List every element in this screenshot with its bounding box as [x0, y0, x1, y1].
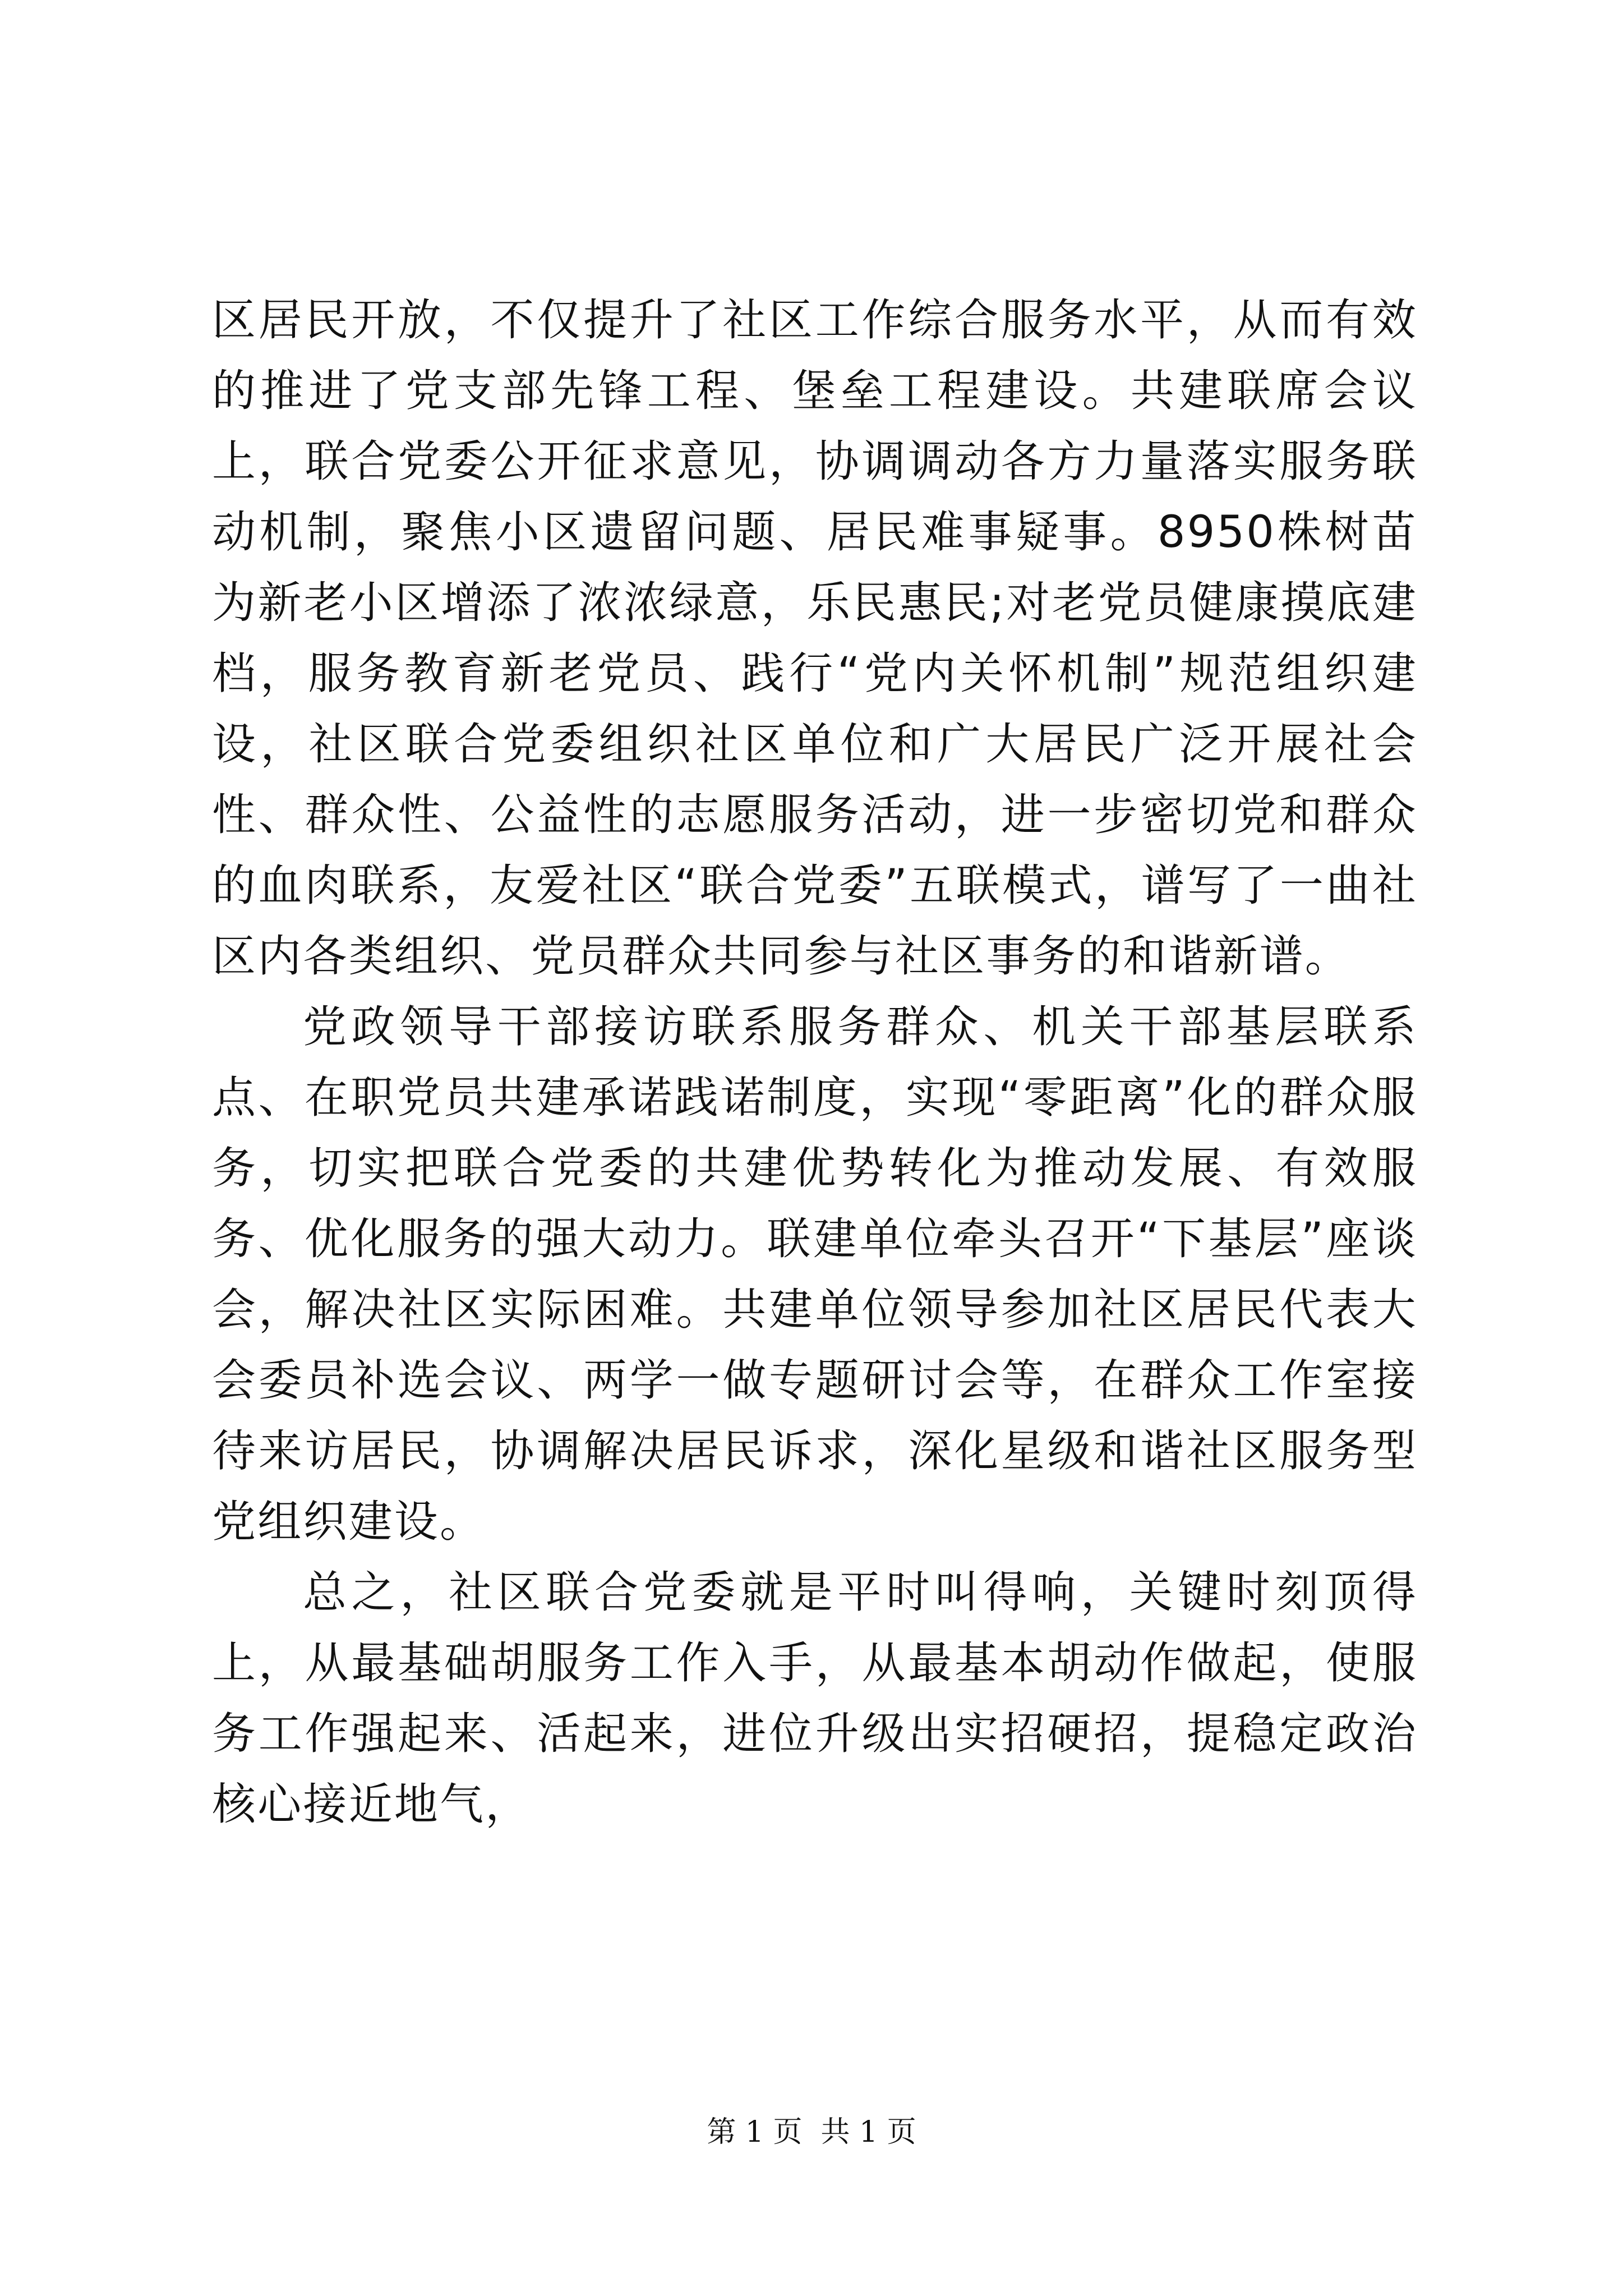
page-footer: 第 1 页 共 1 页: [707, 2115, 916, 2149]
paragraph-3: 总之，社区联合党委就是平时叫得响，关键时刻顶得上，从最基础胡服务工作入手，从最基本胡动作做起，使服务工作强起来、活起来，进位升级出实招硬招，提稳定政治核心接近地气，: [212, 1567, 1418, 1830]
document-body: [212, 285, 1418, 1840]
paragraph-2: 党政领导干部接访联系服务群众、机关干部基层联系点、在职党员共建承诺践诺制度，实现“零距离”化的群众服务，切实把联合党委的共建优势转化为推动发展、有效服务、优化服务的强大动力。联建单位牵头召开“下基层”座谈会，解决社区实际困难。共建单位领导参加社区居民代表大会委员补选会议、两学一做专题研讨会等，在群众工作室接待来访居民，协调解决居民诉求，深化星级和谐社区服务型党组织建设。: [212, 1002, 1418, 1547]
paragraph-1: 区居民开放，不仅提升了社区工作综合服务水平，从而有效的推进了党支部先锋工程、堡垒工程建设。共建联席会议上，联合党委公开征求意见，协调调动各方力量落实服务联动机制，聚焦小区遗留问题、居民难事疑事。8950株树苗为新老小区增添了浓浓绿意，乐民惠民;对老党员健康摸底建档，服务教育新老党员、践行“党内关怀机制”规范组织建设，社区联合党委组织社区单位和广大居民广泛开展社会性、群众性、公益性的志愿服务活动，进一步密切党和群众的血肉联系，友爱社区“联合党委”五联模式，谱写了一曲社区内各类组织、党员群众共同参与社区事务的和谐新谱。: [212, 295, 1418, 982]
